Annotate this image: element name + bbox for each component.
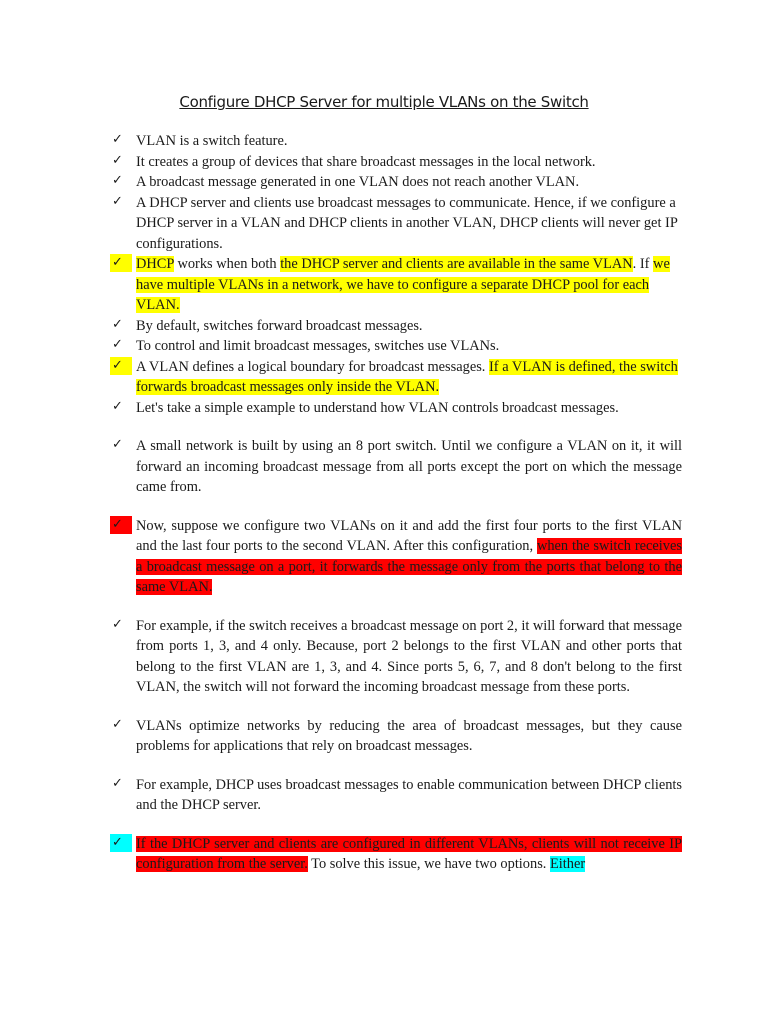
list-item-text: Let's take a simple example to understand how VLAN controls broadcast messages. — [136, 399, 619, 416]
highlighted-text: Either — [550, 856, 586, 872]
checkmark-icon: ✓ — [110, 254, 132, 272]
list-item — [110, 616, 682, 698]
list-item — [110, 357, 682, 398]
list-item-text: VLANs optimize networks by reducing the area of broadcast messages, but they cause problems for applications that rely on broadcast messages. — [136, 717, 682, 754]
list-item — [110, 716, 682, 757]
list-item — [110, 436, 682, 498]
list-item — [110, 152, 682, 173]
list-item-text: By default, switches forward broadcast messages. — [136, 317, 423, 334]
checkmark-icon: ✓ — [112, 398, 123, 414]
list-item-text: A VLAN defines a logical boundary for broadcast messages. — [136, 358, 490, 375]
list-item — [110, 834, 682, 875]
list-item-text: A broadcast message generated in one VLAN does not reach another VLAN. — [136, 174, 580, 190]
list-item-text: . If — [632, 256, 654, 272]
list-item-text: VLAN is a switch feature. — [136, 133, 288, 149]
checkmark-icon: ✓ — [110, 357, 132, 375]
checkmark-icon: ✓ — [112, 152, 123, 168]
checkmark-icon: ✓ — [110, 516, 132, 534]
list-item — [110, 516, 682, 598]
checkmark-icon: ✓ — [110, 834, 132, 852]
list-item — [110, 336, 682, 357]
list-item-text: Now, suppose we configure two VLANs on it and add the first four ports to the first VLAN and the last four ports to the second VLAN. After this configuration, — [136, 517, 682, 554]
list-item — [110, 398, 682, 419]
list-item — [110, 193, 682, 255]
checkmark-icon: ✓ — [112, 316, 123, 332]
highlighted-text: DHCP — [136, 256, 174, 272]
list-item — [110, 775, 682, 816]
bullet-list — [110, 131, 682, 875]
highlighted-text: If the DHCP server and clients are configured in different VLANs, clients will not receive IP configuration from the server. — [136, 835, 682, 872]
list-item — [110, 316, 682, 337]
checkmark-icon: ✓ — [112, 132, 123, 147]
checkmark-icon: ✓ — [112, 775, 123, 791]
list-item-text: To control and limit broadcast messages, switches use VLANs. — [136, 338, 500, 354]
checkmark-icon: ✓ — [112, 616, 123, 632]
highlighted-text: when the switch receives a broadcast message on a port, it forwards the message only from the ports that belong to the same VLAN. — [136, 538, 682, 595]
highlighted-text: If a VLAN is defined, the switch forwards broadcast messages only inside the VLAN. — [136, 358, 678, 395]
highlighted-text: the DHCP server and clients are available in the same VLAN — [280, 256, 633, 272]
list-item — [110, 172, 682, 193]
checkmark-icon: ✓ — [112, 193, 123, 209]
list-item-text: A DHCP server and clients use broadcast messages to communicate. Hence, if we configure a DHCP server in a VLAN and DHCP clients in another VLAN, DHCP clients will never get IP configurations. — [136, 194, 678, 252]
list-item-text: It creates a group of devices that share broadcast messages in the local network. — [136, 153, 596, 170]
list-item — [110, 131, 682, 152]
list-item-text: works when both — [173, 256, 281, 272]
list-item — [110, 254, 682, 316]
checkmark-icon: ✓ — [112, 337, 123, 352]
page-title: Configure DHCP Server for multiple VLANs on the Switch — [179, 93, 589, 111]
list-item-text: For example, DHCP uses broadcast messages to enable communication between DHCP clients and the DHCP server. — [136, 776, 682, 813]
list-item-text: A small network is built by using an 8 port switch. Until we configure a VLAN on it, it will forward an incoming broadcast message from all ports except the port on which the message came from. — [136, 438, 682, 495]
checkmark-icon: ✓ — [112, 173, 123, 188]
checkmark-icon: ✓ — [112, 716, 123, 732]
list-item-text: For example, if the switch receives a broadcast message on port 2, it will forward that message from ports 1, 3, and 4 only. Because, port 2 belongs to the first VLAN and other ports that belong to the first VLAN are 1, 3, and 4. Since ports 5, 6, 7, and 8 don't belong to the first VLAN, the switch will not forward the incoming broadcast message from these ports. — [136, 617, 682, 695]
highlighted-text: we have multiple VLANs in a network, we have to configure a separate DHCP pool for each VLAN. — [136, 256, 670, 313]
checkmark-icon: ✓ — [112, 437, 123, 452]
list-item-text: To solve this issue, we have two options. — [307, 856, 550, 872]
